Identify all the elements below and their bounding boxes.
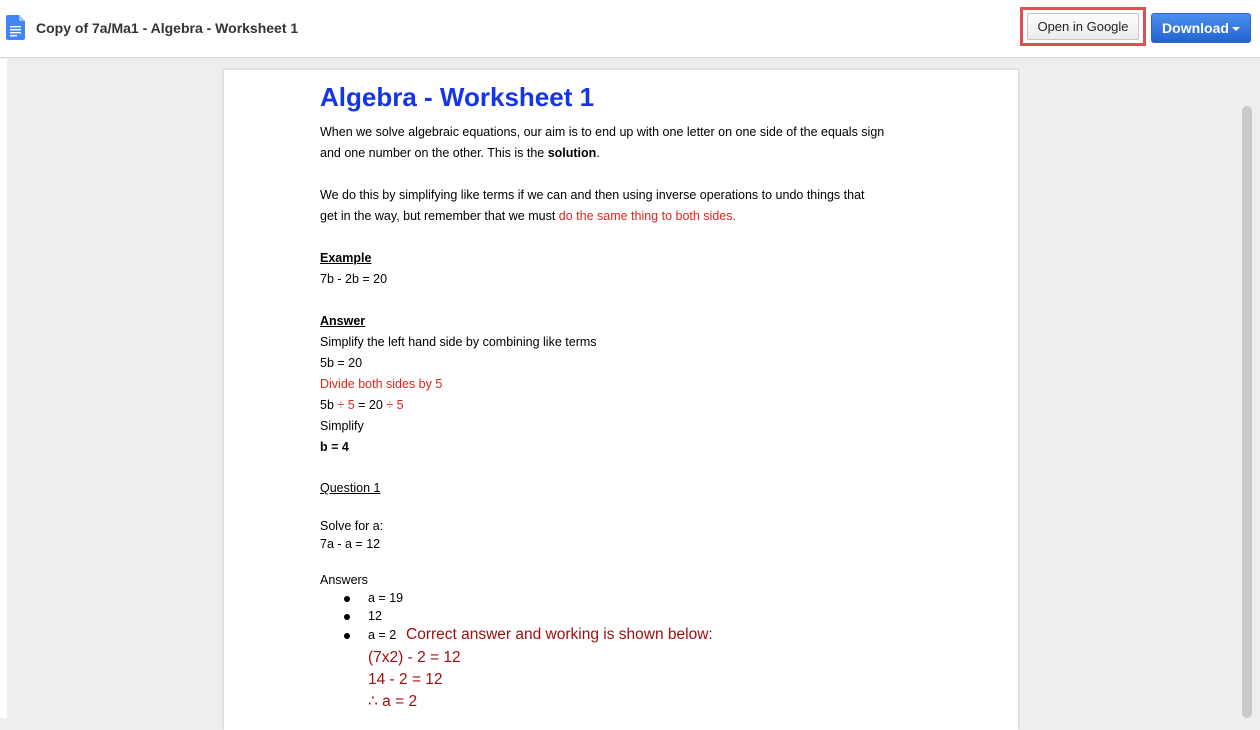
question-equation: 7a - a = 12 xyxy=(320,537,381,551)
intro-line-2-end: . xyxy=(596,146,600,160)
working-line-3: ∴ a = 2 xyxy=(368,693,418,710)
download-button[interactable] xyxy=(1151,13,1251,43)
answer-option-1: a = 19 xyxy=(368,591,404,605)
document-page xyxy=(224,70,1018,730)
para2-line-2-end: . xyxy=(732,209,736,223)
answer-step-4-a: 5b xyxy=(320,398,338,412)
divide-by-5-left: ÷ 5 xyxy=(337,398,355,412)
question-prompt: Solve for a: xyxy=(320,519,384,533)
bullet-icon xyxy=(344,596,350,602)
answer-step-5: Simplify xyxy=(320,419,364,433)
para2-line-2 xyxy=(320,206,736,227)
example-equation: 7b - 2b = 20 xyxy=(320,272,388,286)
answer-step-4 xyxy=(320,395,404,416)
solution-term: solution xyxy=(547,146,597,160)
page-title: Algebra - Worksheet 1 xyxy=(320,82,595,112)
open-in-google-button[interactable]: Open in Google xyxy=(1027,13,1139,40)
divide-by-5-right: ÷ 5 xyxy=(386,398,404,412)
answer-step-1: Simplify the left hand side by combining like terms xyxy=(320,335,597,349)
same-thing-both-sides: do the same thing to both sides xyxy=(558,209,733,223)
answer-option-2: 12 xyxy=(368,609,382,623)
answer-option-3: a = 2 xyxy=(368,628,397,642)
answer-step-2: 5b = 20 xyxy=(320,356,363,370)
answer-step-3: Divide both sides by 5 xyxy=(320,377,443,391)
top-bar xyxy=(0,0,1260,58)
document-title: Copy of 7a/Ma1 - Algebra - Worksheet 1 xyxy=(36,20,299,36)
working-line-2: 14 - 2 = 12 xyxy=(368,671,443,688)
chevron-down-icon xyxy=(1232,27,1240,31)
left-gutter xyxy=(0,59,7,718)
para2-line-2-text: get in the way, but remember that we must xyxy=(320,209,559,223)
bullet-icon xyxy=(344,633,350,639)
answer-heading: Answer xyxy=(320,314,366,328)
google-docs-icon xyxy=(6,15,25,40)
scrollbar-thumb[interactable] xyxy=(1242,106,1252,718)
answers-label: Answers xyxy=(320,573,368,587)
question-heading: Question 1 xyxy=(320,481,381,495)
answer-result: b = 4 xyxy=(320,440,349,454)
answer-step-4-b: = 20 xyxy=(354,398,387,412)
intro-line-2 xyxy=(320,143,600,164)
download-label: Download xyxy=(1162,20,1229,36)
correct-answer-note: Correct answer and working is shown below: xyxy=(406,626,713,643)
intro-line-1: When we solve algebraic equations, our aim is to end up with one letter on one side of the equals sign xyxy=(320,125,885,139)
working-line-1: (7x2) - 2 = 12 xyxy=(368,649,461,666)
bullet-icon xyxy=(344,614,350,620)
open-in-google-highlight xyxy=(1020,7,1146,46)
para2-line-1: We do this by simplifying like terms if we can and then using inverse operations to undo things that xyxy=(320,188,865,202)
intro-line-2-text: and one number on the other. This is the xyxy=(320,146,548,160)
example-heading: Example xyxy=(320,251,372,265)
